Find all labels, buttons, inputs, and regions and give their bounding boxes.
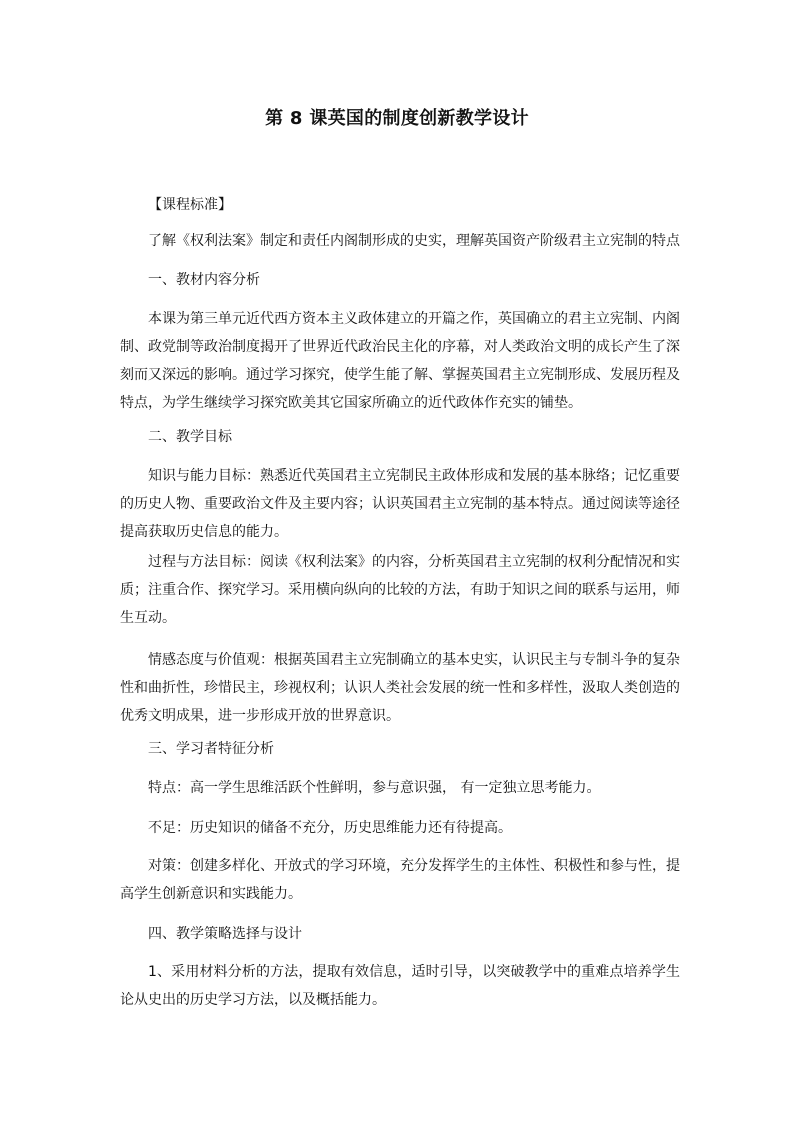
knowledge-ability-objective: 知识与能力目标：熟悉近代英国君主立宪制民主政体形成和发展的基本脉络；记忆重要的历史人物、重要政治文件及主要内容；认识英国君主立宪制的基本特点。通过阅读等途径提高获取历史信息的能力。 <box>120 468 680 540</box>
course-standard-text: 了解《权利法案》制定和责任内阁制形成的史实，理解英国资产阶级君主立宪制的特点 <box>148 233 680 249</box>
learner-characteristics: 特点：高一学生思维活跃个性鲜明，参与意识强， 有一定独立思考能力。 <box>148 780 601 796</box>
teaching-strategy-item-1: 1、采用材料分析的方法，提取有效信息，适时引导，以突破教学中的重难点培养学生论从史出的历史学习方法，以及概括能力。 <box>120 964 680 1008</box>
learner-shortcomings: 不足：历史知识的储备不充分，历史思维能力还有待提高。 <box>148 820 512 836</box>
page-title: 第 8 课英国的制度创新教学设计 <box>265 108 529 129</box>
process-method-objective: 过程与方法目标：阅读《权利法案》的内容，分析英国君主立宪制的权利分配情况和实质；注重合作、探究学习。采用横向纵向的比较的方法，有助于知识之间的联系与运用，师生互动。 <box>120 554 680 626</box>
teaching-strategy-heading: 四、教学策略选择与设计 <box>148 926 302 942</box>
learner-strategy: 对策：创建多样化、开放式的学习环境，充分发挥学生的主体性、积极性和参与性，提高学生创新意识和实践能力。 <box>120 858 680 902</box>
learner-analysis-heading: 三、学习者特征分析 <box>148 741 274 757</box>
textbook-analysis-paragraph: 本课为第三单元近代西方资本主义政体建立的开篇之作，英国确立的君主立宪制、内阁制、政党制等政治制度揭开了世界近代政治民主化的序幕，对人类政治文明的成长产生了深刻而又深远的影响。通过学习探究，使学生能了解、掌握英国君主立宪制形成、发展历程及特点，为学生继续学习探究欧美其它国家所确立的近代政体作充实的铺垫。 <box>120 311 680 411</box>
textbook-analysis-heading: 一、教材内容分析 <box>148 272 260 288</box>
emotion-value-objective: 情感态度与价值观：根据英国君主立宪制确立的基本史实，认识民主与专制斗争的复杂性和曲折性，珍惜民主，珍视权利；认识人类社会发展的统一性和多样性，汲取人类创造的优秀文明成果，进一步形成开放的世界意识。 <box>120 652 680 724</box>
course-standard-heading: 【课程标准】 <box>148 197 232 213</box>
teaching-objectives-heading: 二、教学目标 <box>148 429 232 445</box>
